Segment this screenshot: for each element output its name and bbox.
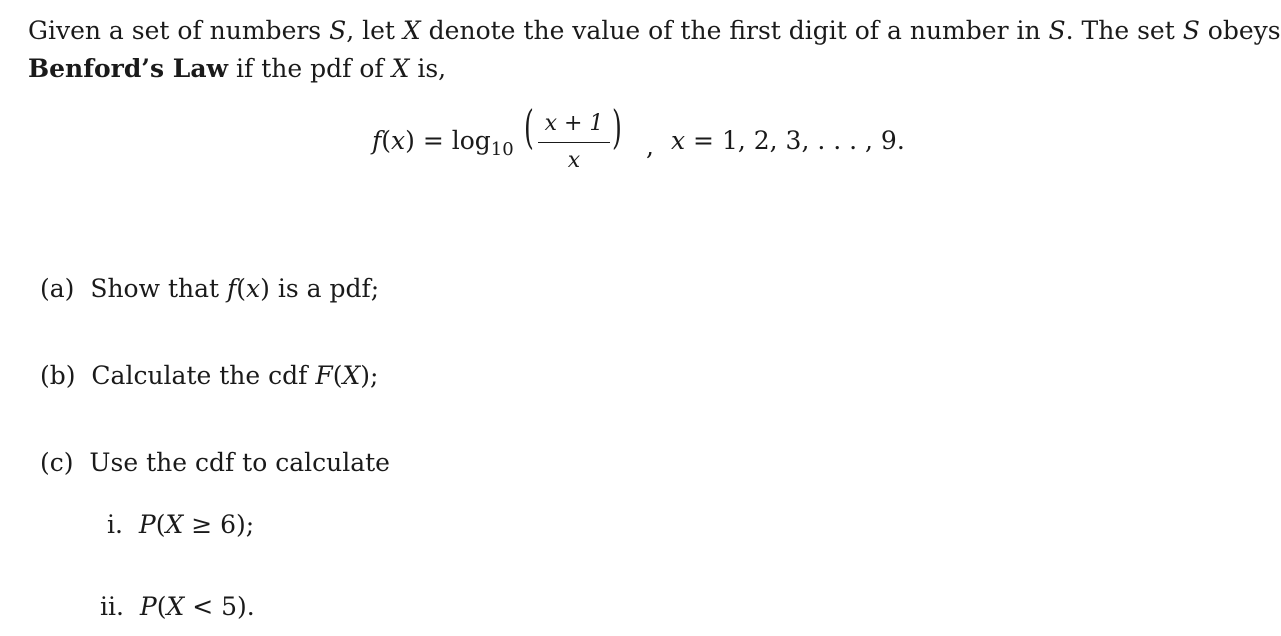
variable-X: X bbox=[402, 16, 421, 45]
intro-text-1b: , let bbox=[346, 16, 403, 45]
set-symbol-S: S bbox=[1048, 16, 1066, 45]
part-c-i-P: P bbox=[138, 510, 156, 539]
fraction-bar bbox=[538, 142, 610, 143]
formula-close-eq-log: ) = log bbox=[405, 126, 491, 155]
part-c bbox=[40, 448, 390, 477]
intro-text-1e: obeys bbox=[1199, 16, 1281, 45]
part-b-X: X bbox=[342, 361, 361, 390]
formula-f: f bbox=[372, 126, 382, 155]
intro-line-2 bbox=[28, 56, 446, 81]
part-c-i-rel: ≥ 6); bbox=[183, 510, 255, 539]
part-b bbox=[40, 361, 378, 390]
part-c-i-X: X bbox=[165, 510, 184, 539]
part-b-open: ( bbox=[332, 361, 343, 390]
part-b-text-2: ); bbox=[360, 361, 379, 390]
intro-text-1c: denote the value of the first digit of a number in bbox=[420, 16, 1049, 45]
part-a-x: x bbox=[246, 274, 261, 303]
variable-X: X bbox=[391, 54, 410, 83]
part-c-ii-open: ( bbox=[156, 592, 167, 621]
formula-domain bbox=[671, 128, 905, 153]
domain-x: x bbox=[671, 126, 686, 155]
part-c-i-label: i. bbox=[107, 510, 123, 539]
set-symbol-S: S bbox=[329, 16, 347, 45]
fraction-denominator: x bbox=[567, 148, 581, 173]
part-c-text: Use the cdf to calculate bbox=[89, 448, 390, 477]
part-a-label: (a) bbox=[40, 274, 75, 303]
domain-values: = 1, 2, 3, . . . , 9. bbox=[685, 126, 905, 155]
fraction-numerator: x + 1 bbox=[544, 111, 604, 136]
intro-text-2b: is, bbox=[409, 54, 447, 83]
part-c-ii-X: X bbox=[166, 592, 185, 621]
part-a-text-2: ) is a pdf; bbox=[260, 274, 380, 303]
part-a-f: f bbox=[227, 274, 237, 303]
part-c-ii-P: P bbox=[139, 592, 157, 621]
intro-text-2a: if the pdf of bbox=[228, 54, 392, 83]
benford-law-term: Benford’s Law bbox=[28, 54, 229, 83]
part-b-text-1: Calculate the cdf bbox=[91, 361, 316, 390]
part-c-ii bbox=[100, 592, 255, 621]
part-a-open: ( bbox=[236, 274, 247, 303]
part-c-label: (c) bbox=[40, 448, 74, 477]
part-c-i bbox=[107, 510, 254, 539]
formula-paren-open: ( bbox=[524, 100, 534, 154]
log-base: 10 bbox=[490, 139, 514, 160]
formula-lhs bbox=[372, 126, 514, 160]
formula-open: ( bbox=[381, 126, 392, 155]
intro-text-1d: . The set bbox=[1065, 16, 1183, 45]
formula-comma: , bbox=[646, 132, 654, 161]
set-symbol-S: S bbox=[1182, 16, 1200, 45]
part-c-i-open: ( bbox=[155, 510, 166, 539]
intro-line-1 bbox=[28, 18, 1281, 43]
formula-x: x bbox=[391, 126, 406, 155]
part-c-ii-label: ii. bbox=[100, 592, 124, 621]
part-b-F: F bbox=[315, 361, 333, 390]
formula-paren-close: ) bbox=[612, 100, 622, 154]
intro-text-1a: Given a set of numbers bbox=[28, 16, 330, 45]
part-b-label: (b) bbox=[40, 361, 76, 390]
part-c-ii-rel: < 5). bbox=[184, 592, 255, 621]
part-a bbox=[40, 274, 379, 303]
part-a-text-1: Show that bbox=[90, 274, 227, 303]
